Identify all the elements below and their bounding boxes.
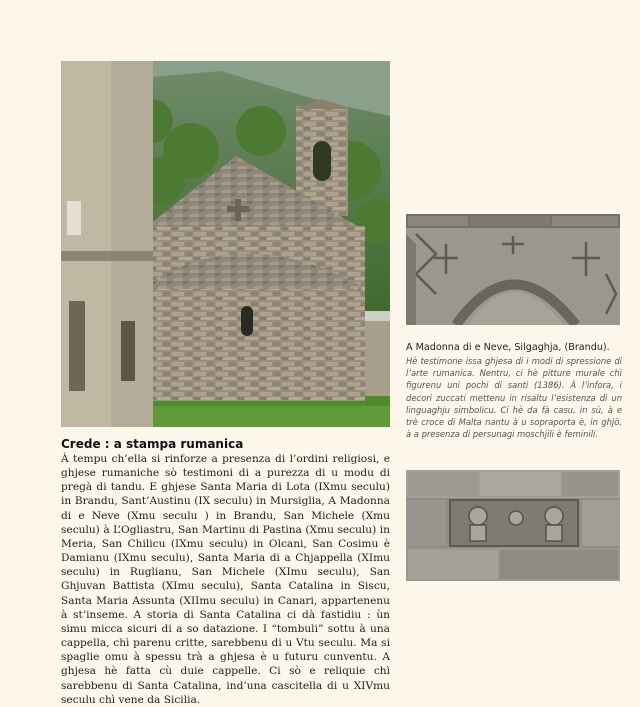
article-heading: Crede : a stampa rumanica (61, 437, 244, 451)
photo-caption (406, 342, 622, 440)
article (61, 437, 390, 707)
figures-relief-photo (406, 470, 620, 581)
church-photo (61, 61, 390, 427)
caption-title: A Madonna di e Neve, Silgaghja, (Brandu). (406, 342, 610, 353)
article-body: À tempu ch’ella si rinforze a presenza di l’ordini religiosi, e ghjese rumaniche sò testimoni di a purezza di u modu di pregà di tandu. E ghjese Santa Maria di Lota (IXmu seculu) in Brandu, Sant’Austinu (IX seculu) in Mursiglia, A Madonna di e Neve (Xmu seculu ) in Brandu, San Michele (Xmu seculu) à L’Ogliastru, San Martinu di Pastina (Xmu seculu) in Meria, San Chilicu (IXmu seculu) in Olcani, San Cosimu è Damianu (IXmu seculu), Santa Maria di a Chjappella (XImu seculu) in Ruglianu, San Michele (XImu seculu), San Ghjuvan Battista (XImu seculu), Santa Catalina in Siscu, Santa Maria Assunta (XIImu seculu) in Canari, appartenenu à st’inseme. A storia di Santa Catalina ci dà fastidiu : ùn simu micca sicuri di a so datazione. I “tombuli” sottu à una cappella, chì parenu critte, sarebbenu di u Vtu seculu. Ma si spaglie omu à spessu trà a ghjesa è u futuru cunventu. A ghjesa hè fatta cù duie cappelle. Ci sò e reliquie chì sarebbenu di Santa Catalina, ind’una cascitella di u XIVmu seculu chì vene da Sicilia. (61, 453, 390, 706)
carved-lintel-photo (406, 214, 620, 325)
caption-body: Hè testimone issa ghjesa di i modi di spressione di l’arte rumanica. Nentru, ci hè pitture murale chì figurenu uni pochi di santi (1386). À l’infora, i decori zuccati mettenu in risaltu l’esistenza di un linguaghju simbolicu. Ci hè da fà casu, in sù, à e trè croce di Malta nantu à u sopraporta è, in ghjò, à a presenza di persunagi moschjili è feminili. (406, 356, 622, 440)
